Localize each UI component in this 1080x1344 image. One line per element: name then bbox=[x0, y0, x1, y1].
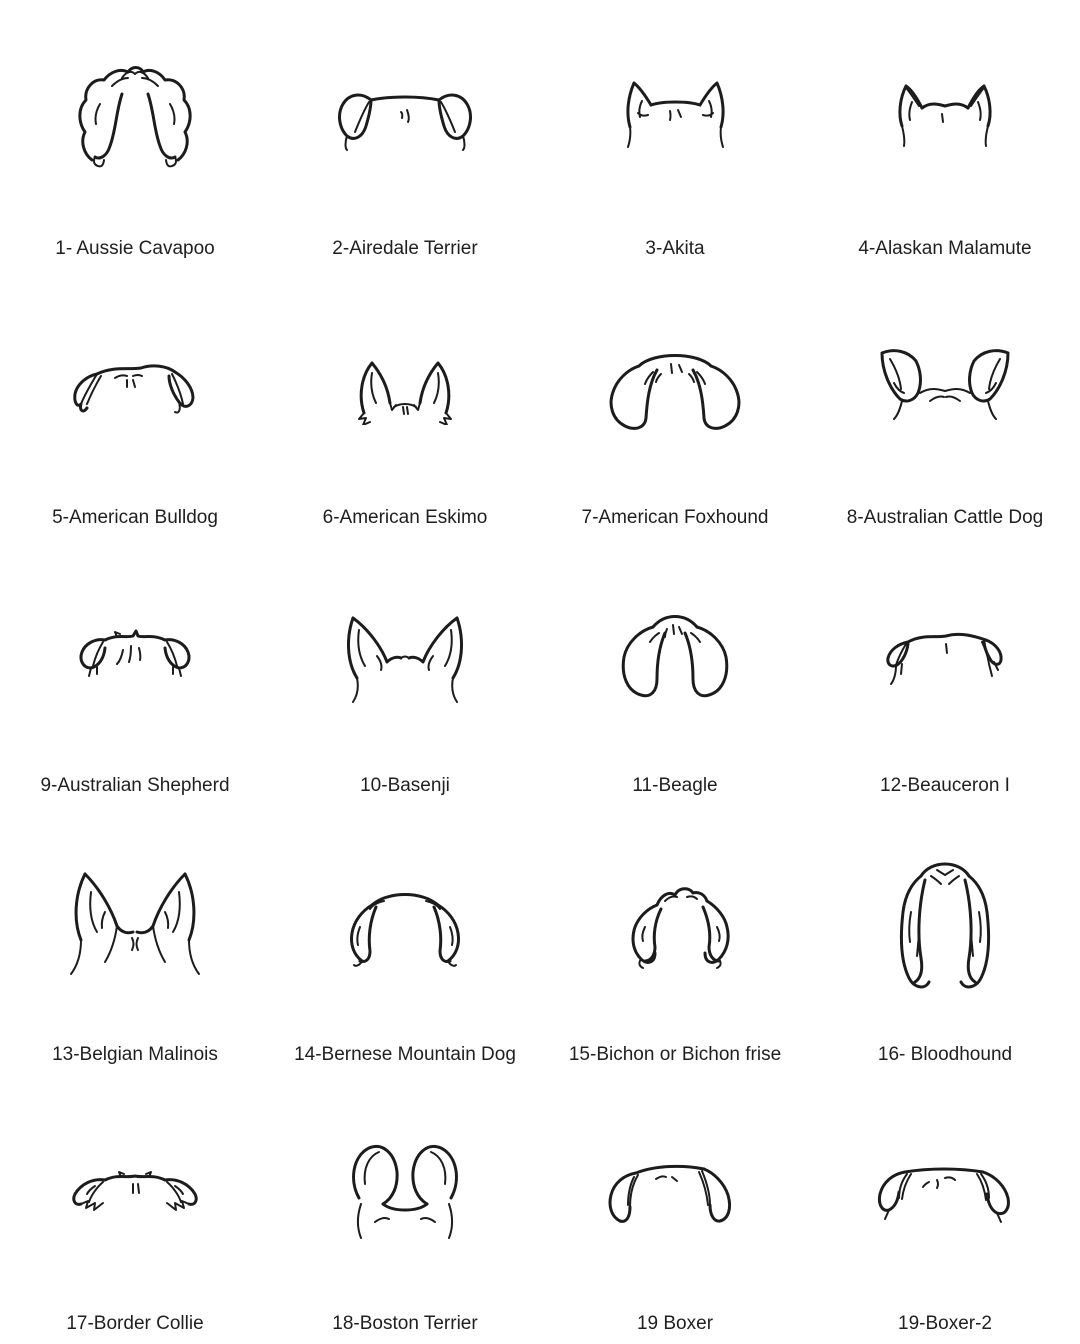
ear-label: 8-Australian Cattle Dog bbox=[846, 506, 1044, 528]
boxer-2-ears-illustration bbox=[871, 1156, 1019, 1230]
ear-label: 19 Boxer bbox=[636, 1312, 714, 1334]
ear-cell-airedale-terrier bbox=[270, 0, 540, 269]
belgian-malinois-ears-illustration bbox=[61, 862, 209, 986]
ear-label: 17-Border Collie bbox=[66, 1312, 204, 1334]
ear-label: 18-Boston Terrier bbox=[332, 1312, 478, 1334]
american-bulldog-ears-illustration bbox=[69, 358, 201, 416]
border-collie-ears-illustration bbox=[61, 1164, 209, 1222]
alaskan-malamute-ears-illustration bbox=[886, 74, 1004, 162]
ear-cell-american-eskimo bbox=[270, 269, 540, 538]
american-eskimo-ears-illustration bbox=[344, 349, 466, 425]
beauceron-ears-illustration bbox=[874, 622, 1016, 688]
ear-cell-australian-shepherd bbox=[0, 538, 270, 807]
ear-label: 9-Australian Shepherd bbox=[40, 775, 230, 797]
ear-cell-belgian-malinois bbox=[0, 806, 270, 1075]
ear-cell-american-foxhound bbox=[540, 269, 810, 538]
ear-cell-boxer-2 bbox=[810, 1075, 1080, 1344]
australian-shepherd-ears-illustration bbox=[69, 626, 201, 684]
ear-cell-beagle bbox=[540, 538, 810, 807]
ear-cell-bernese-mountain-dog bbox=[270, 806, 540, 1075]
ear-label: 16- Bloodhound bbox=[877, 1044, 1013, 1066]
ear-cell-basenji bbox=[270, 538, 540, 807]
ear-cell-boston-terrier bbox=[270, 1075, 540, 1344]
ear-label: 2-Airedale Terrier bbox=[332, 237, 478, 259]
ear-label: 14-Bernese Mountain Dog bbox=[294, 1044, 516, 1066]
ear-label: 19-Boxer-2 bbox=[898, 1312, 992, 1334]
ear-cell-alaskan-malamute bbox=[810, 0, 1080, 269]
ear-cell-american-bulldog bbox=[0, 269, 270, 538]
ear-label: 10-Basenji bbox=[360, 775, 450, 797]
ear-cell-australian-cattle-dog bbox=[810, 269, 1080, 538]
beagle-ears-illustration bbox=[607, 605, 743, 705]
ear-cell-bloodhound bbox=[810, 806, 1080, 1075]
ear-label: 6-American Eskimo bbox=[322, 506, 488, 528]
ear-cell-boxer bbox=[540, 1075, 810, 1344]
ear-label: 3-Akita bbox=[645, 237, 705, 259]
ear-label: 11-Beagle bbox=[632, 775, 718, 797]
aussie-cavapoo-ears-illustration bbox=[70, 64, 200, 172]
ear-label: 15-Bichon or Bichon frise bbox=[568, 1044, 782, 1066]
ear-cell-aussie-cavapoo bbox=[0, 0, 270, 269]
boston-terrier-ears-illustration bbox=[331, 1136, 479, 1250]
ear-cell-beauceron bbox=[810, 538, 1080, 807]
airedale-terrier-ears-illustration bbox=[331, 84, 479, 152]
ear-cell-border-collie bbox=[0, 1075, 270, 1344]
ear-cell-akita bbox=[540, 0, 810, 269]
bloodhound-ears-illustration bbox=[879, 850, 1011, 998]
american-foxhound-ears-illustration bbox=[597, 340, 753, 434]
bernese-mountain-dog-ears-illustration bbox=[330, 879, 480, 969]
akita-ears-illustration bbox=[618, 75, 733, 160]
ear-label: 4-Alaskan Malamute bbox=[858, 237, 1032, 259]
ear-label: 7-American Foxhound bbox=[581, 506, 769, 528]
ear-cell-bichon-frise bbox=[540, 806, 810, 1075]
ear-label: 12-Beauceron I bbox=[880, 775, 1010, 797]
ear-label: 5-American Bulldog bbox=[52, 506, 218, 528]
basenji-ears-illustration bbox=[337, 604, 473, 706]
ear-label: 1- Aussie Cavapoo bbox=[55, 237, 215, 259]
australian-cattle-dog-ears-illustration bbox=[874, 343, 1016, 431]
boxer-ears-illustration bbox=[600, 1155, 750, 1231]
ear-label: 13-Belgian Malinois bbox=[52, 1044, 218, 1066]
bichon-frise-ears-illustration bbox=[603, 875, 747, 973]
